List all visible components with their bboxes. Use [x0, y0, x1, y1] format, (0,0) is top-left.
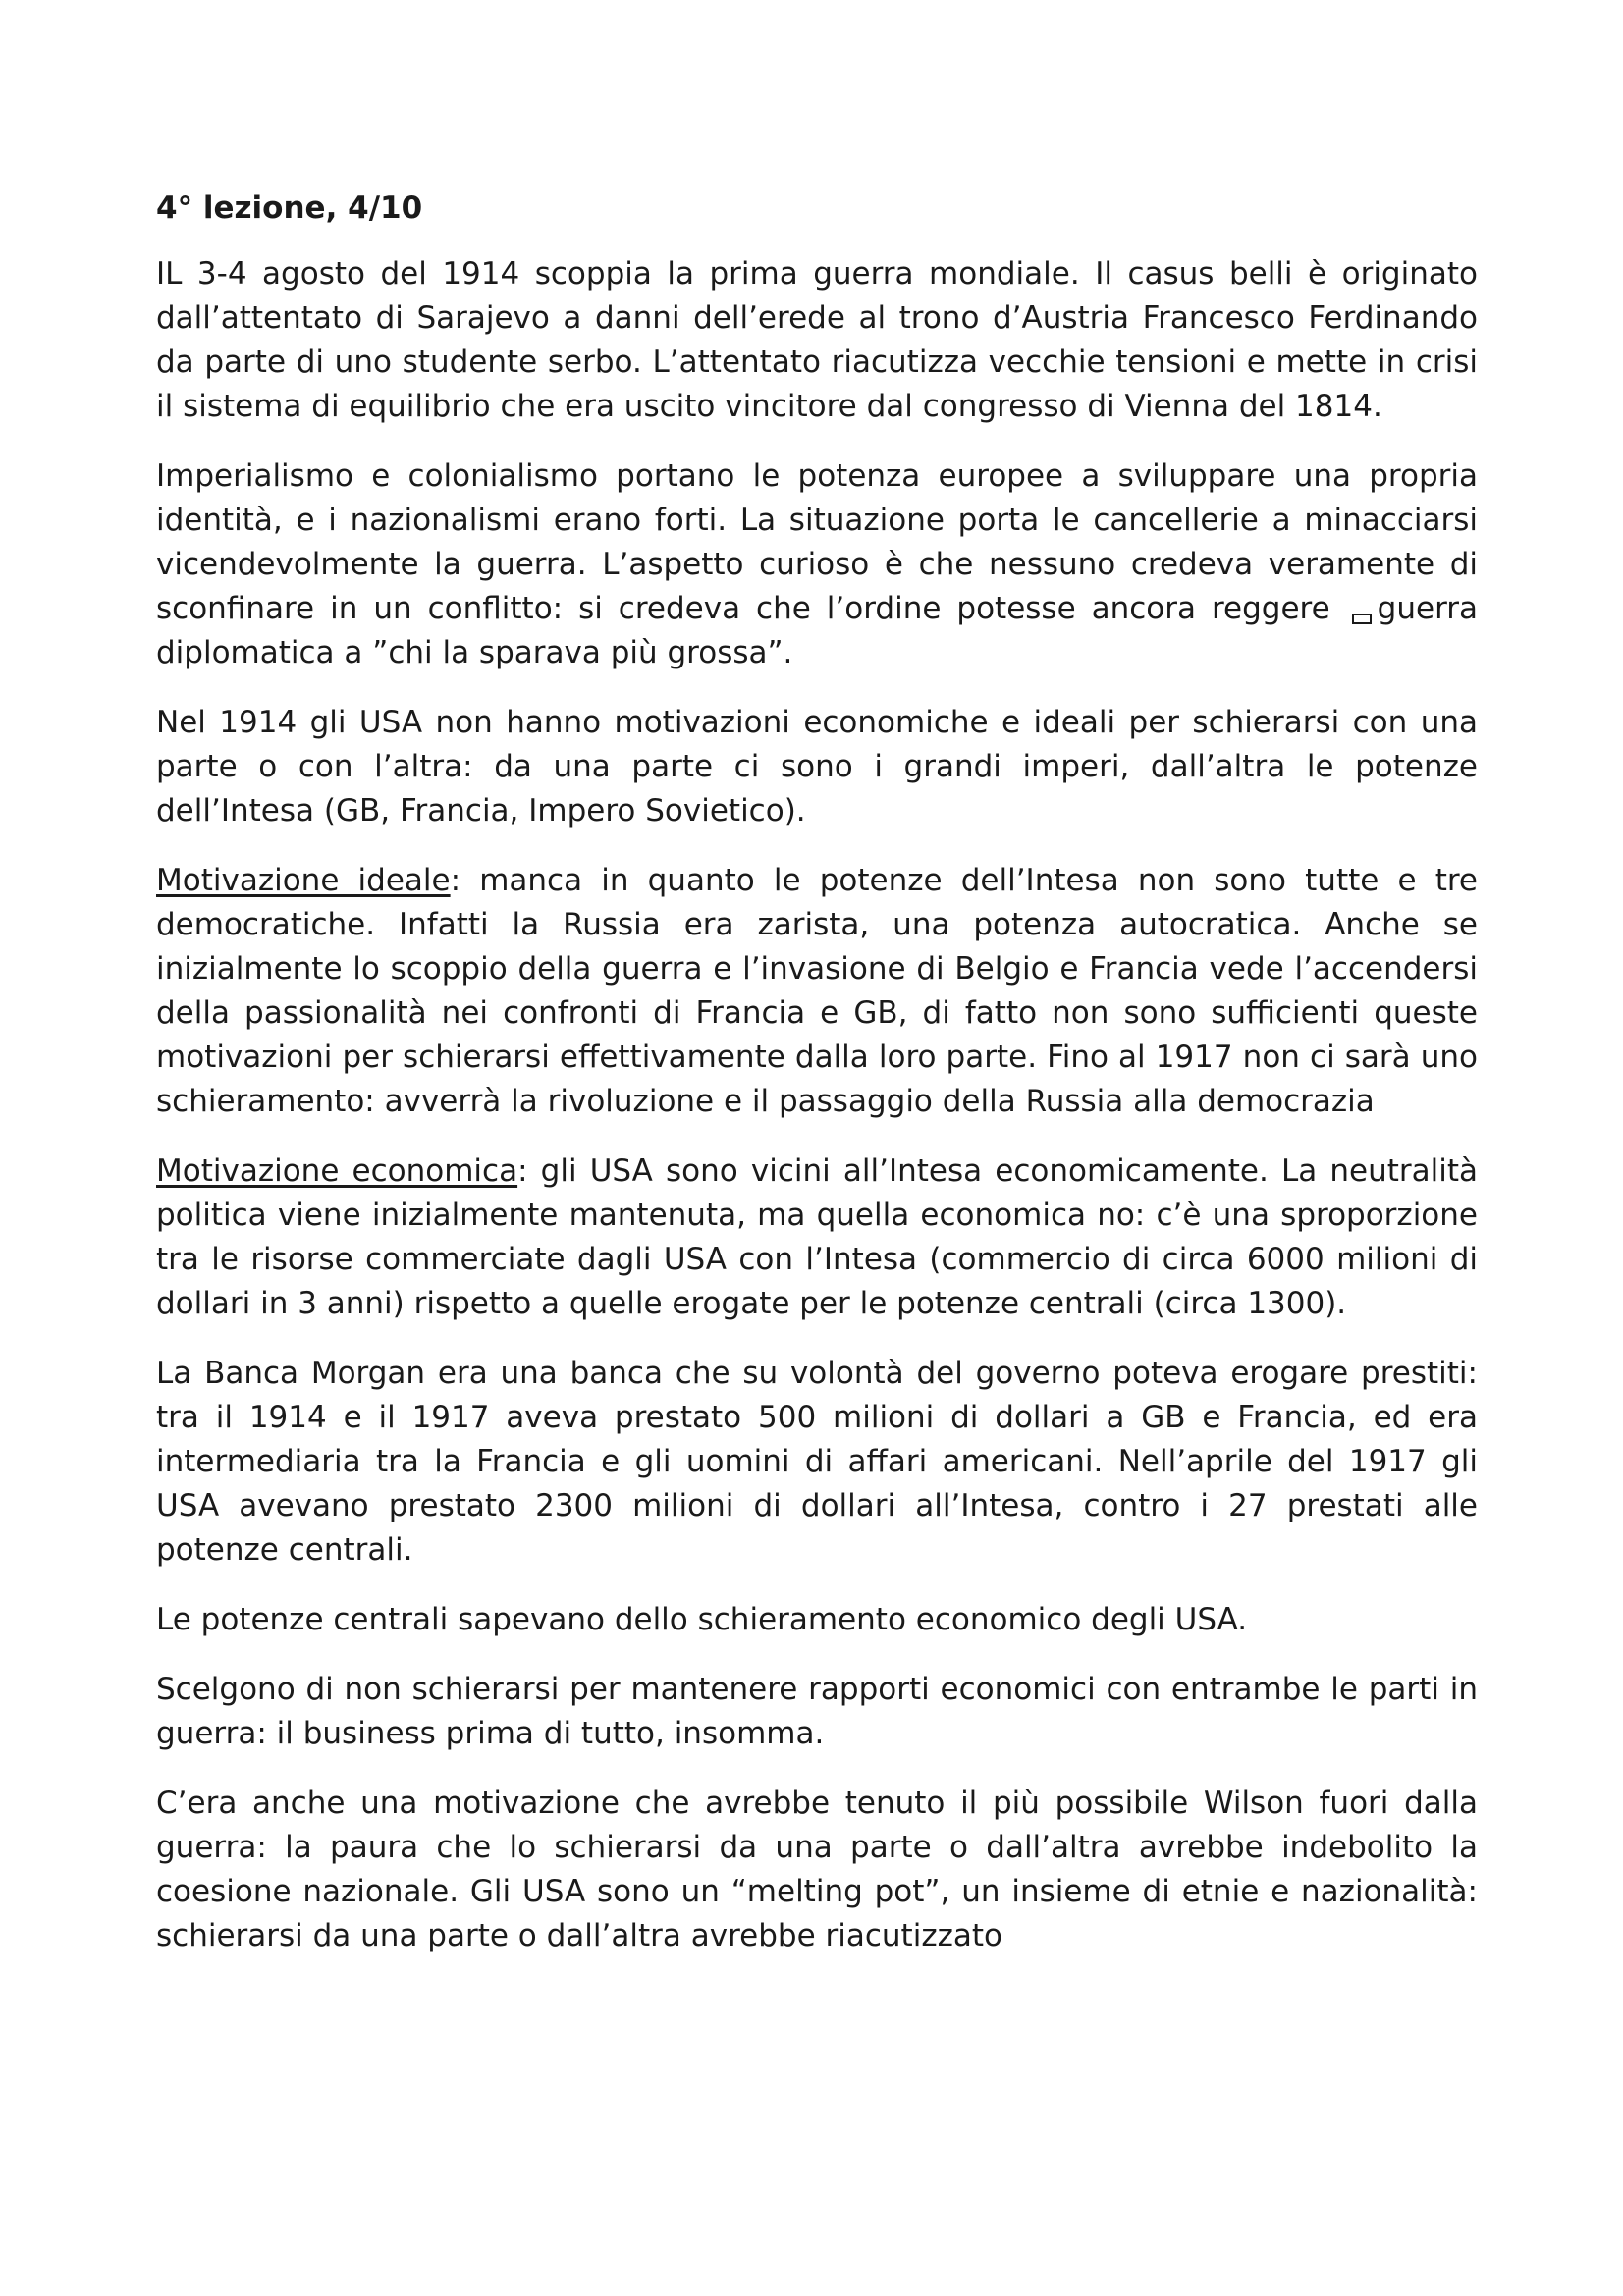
paragraph-imperialism-text-after: guerra diplomatica a ”chi la sparava più grossa”.	[156, 591, 1479, 670]
paragraph-banca-morgan: La Banca Morgan era una banca che su volontà del governo poteva erogare prestiti: tra il 1914 e il 1917 aveva prestato 500 milioni di dollari a GB e Francia, ed era intermediaria tra la Francia e gli uomini di affari americani. Nell’aprile del 1917 gli USA avevano prestato 2300 milioni di dollari all’Intesa, contro i 27 prestati alle potenze centrali.	[156, 1356, 1478, 1568]
economic-motivation-text: : gli USA sono vicini all’Intesa economicamente. La neutralità politica viene inizialmente mantenuta, ma quella economica no: c’è una sproporzione tra le risorse commerciate dagli USA con l’Intesa (commercio di circa 6000 milioni di dollari in 3 anni) rispetto a quelle erogate per le potenze centrali (circa 1300).	[156, 1153, 1479, 1321]
paragraph-economic-motivation	[156, 1149, 1478, 1326]
document-body	[156, 187, 1478, 1984]
paragraph-usa-1914: Nel 1914 gli USA non hanno motivazioni economiche e ideali per schierarsi con una parte o con l’altra: da una parte ci sono i grandi imperi, dall’altra le potenze dell’Intesa (GB, Francia, Impero Sovietico).	[156, 705, 1478, 828]
paragraph-outbreak: IL 3-4 agosto del 1914 scoppia la prima guerra mondiale. Il casus belli è originato dall’attentato di Sarajevo a danni dell’erede al trono d’Austria Francesco Ferdinando da parte di uno studente serbo. L’attentato riacutizza vecchie tensioni e mette in crisi il sistema di equilibrio che era uscito vincitore dal congresso di Vienna del 1814.	[156, 256, 1478, 424]
paragraph-imperialism	[156, 454, 1478, 675]
paragraph-ideal-motivation	[156, 859, 1478, 1124]
lesson-title: 4° lezione, 4/10	[156, 190, 423, 226]
paragraph-wilson: C’era anche una motivazione che avrebbe tenuto il più possibile Wilson fuori dalla guerra: la paura che lo schierarsi da una parte o dall’altra avrebbe indebolito la coesione nazionale. Gli USA sono un “melting pot”, un insieme di etnie e nazionalità: schierarsi da una parte o dall’altra avrebbe riacutizzato	[156, 1786, 1478, 1953]
ideal-motivation-text: : manca in quanto le potenze dell’Intesa non sono tutte e tre democratiche. Infatti la Russia era zarista, una potenza autocratica. Anche se inizialmente lo scoppio della guerra e l’invasione di Belgio e Francia vede l’accendersi della passionalità nei confronti di Francia e GB, di fatto non sono sufficienti queste motivazioni per schierarsi effettivamente dalla loro parte. Fino al 1917 non ci sarà uno schieramento: avverrà la rivoluzione e il passaggio della Russia alla democrazia	[156, 863, 1478, 1119]
paragraph-imperialism-text-before: Imperialismo e colonialismo portano le potenza europee a sviluppare una propria identità, e i nazionalismi erano forti. La situazione porta le cancellerie a minacciarsi vicendevolmente la guerra. L’aspetto curioso è che nessuno credeva veramente di sconfinare in un conflitto: si credeva che l’ordine potesse ancora reggere	[156, 458, 1478, 626]
economic-motivation-label: Motivazione economica	[156, 1153, 518, 1189]
missing-glyph-icon	[1352, 614, 1372, 624]
paragraph-central-powers: Le potenze centrali sapevano dello schieramento economico degli USA.	[156, 1602, 1248, 1637]
paragraph-business: Scelgono di non schierarsi per mantenere rapporti economici con entrambe le parti in guerra: il business prima di tutto, insomma.	[156, 1672, 1478, 1751]
ideal-motivation-label: Motivazione ideale	[156, 863, 451, 898]
